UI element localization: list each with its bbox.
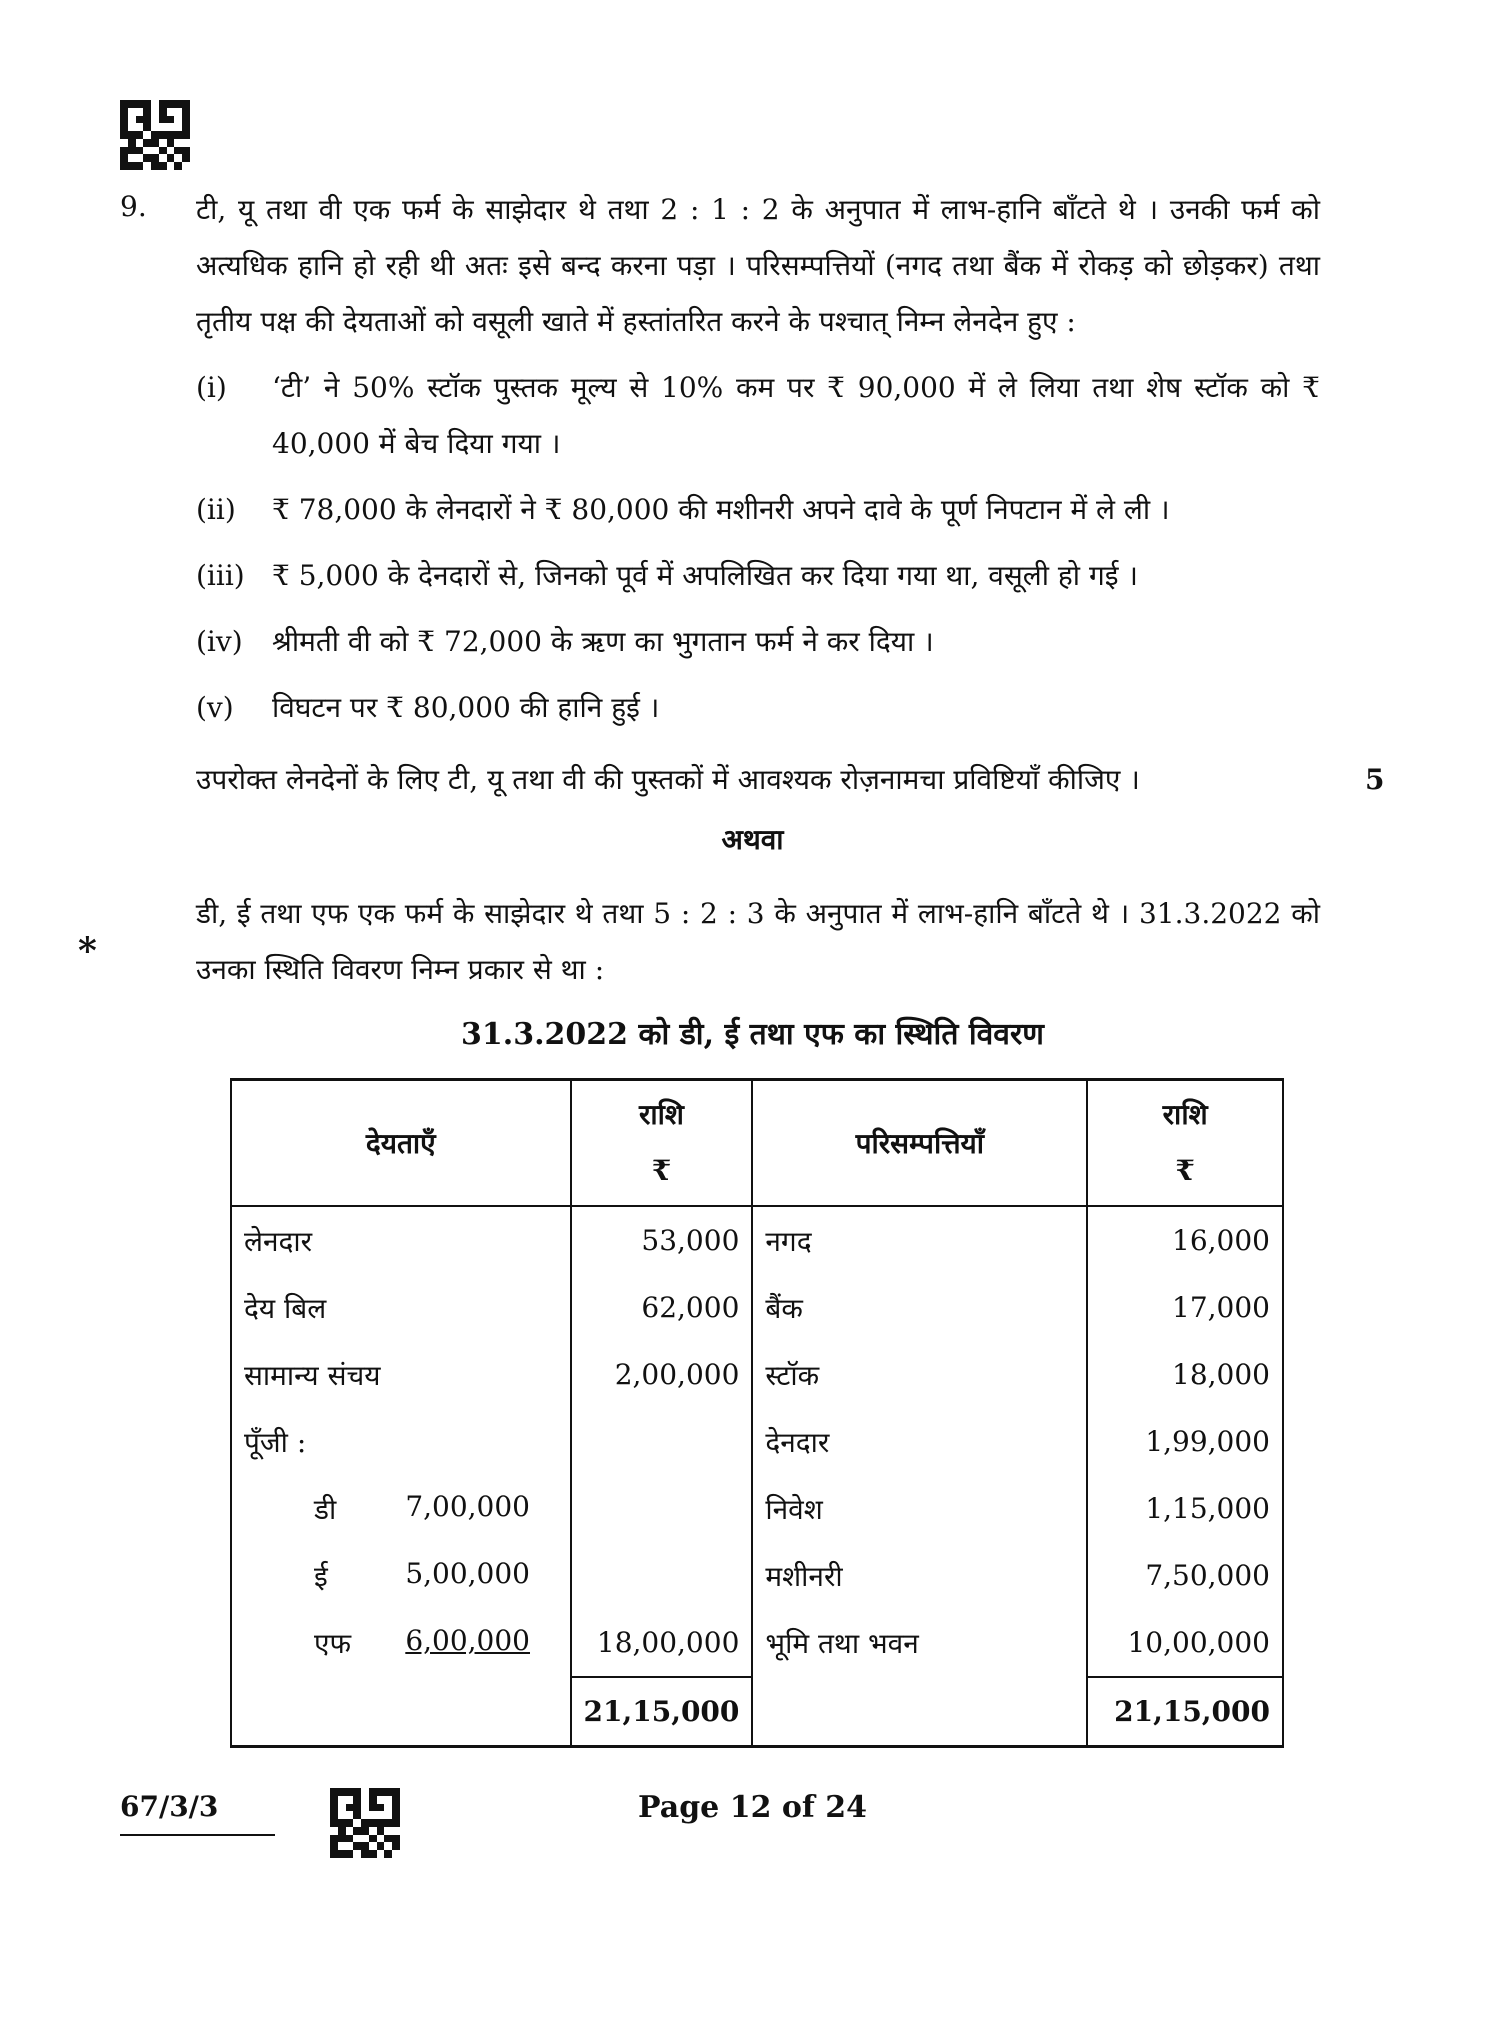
liability-amount: 2,00,000 bbox=[571, 1341, 753, 1408]
page-number: Page 12 of 24 bbox=[638, 1790, 867, 1825]
liability-amount bbox=[571, 1408, 753, 1475]
liabilities-amount-header bbox=[571, 1080, 753, 1207]
item-text: विघटन पर ₹ 80,000 की हानि हुई । bbox=[272, 691, 660, 724]
asset-name: भूमि तथा भवन bbox=[752, 1609, 1087, 1677]
item-number: (iv) bbox=[196, 625, 243, 658]
liability-name: देय बिल bbox=[231, 1274, 571, 1341]
asset-amount: 10,00,000 bbox=[1087, 1609, 1283, 1677]
table-row bbox=[231, 1274, 1283, 1341]
capital-entry bbox=[231, 1542, 571, 1609]
asset-name: नगद bbox=[752, 1206, 1087, 1274]
marks: 5 bbox=[1365, 763, 1385, 796]
asset-name: मशीनरी bbox=[752, 1542, 1087, 1609]
table-row bbox=[231, 1542, 1283, 1609]
table-header-row bbox=[231, 1080, 1283, 1207]
partner-name: डी bbox=[314, 1492, 337, 1526]
empty-cell bbox=[752, 1677, 1087, 1747]
question-instruction: उपरोक्त लेनदेनों के लिए टी, यू तथा वी की पुस्तकों में आवश्यक रोज़नामचा प्रविष्टियाँ कीजिए । bbox=[196, 763, 1140, 796]
item-text: ‘टी’ ने 50% स्टॉक पुस्तक मूल्य से 10% कम पर ₹ 90,000 में ले लिया तथा शेष स्टॉक को ₹ 40,000 में बेच दिया गया । bbox=[272, 371, 1320, 460]
amount-label: राशि bbox=[1162, 1098, 1208, 1131]
partner-capital: 6,00,000 bbox=[405, 1624, 530, 1657]
asset-amount: 18,000 bbox=[1087, 1341, 1283, 1408]
partner-capital: 5,00,000 bbox=[405, 1556, 530, 1590]
item-text: ₹ 5,000 के देनदारों से, जिनको पूर्व में अपलिखित कर दिया गया था, वसूली हो गई । bbox=[272, 559, 1138, 592]
asset-name: बैंक bbox=[752, 1274, 1087, 1341]
liability-name: सामान्य संचय bbox=[231, 1341, 571, 1408]
partner-name: ई bbox=[314, 1559, 328, 1593]
transaction-list bbox=[196, 360, 1320, 746]
table-row bbox=[231, 1475, 1283, 1542]
item-number: (iii) bbox=[196, 559, 245, 592]
table-row bbox=[231, 1408, 1283, 1475]
rupee-label: ₹ bbox=[651, 1154, 672, 1187]
capital-entry bbox=[231, 1609, 571, 1677]
liabilities-total: 21,15,000 bbox=[571, 1677, 753, 1747]
table-row bbox=[231, 1609, 1283, 1677]
item-text: श्रीमती वी को ₹ 72,000 के ऋण का भुगतान फर्म ने कर दिया । bbox=[272, 625, 934, 658]
item-text: ₹ 78,000 के लेनदारों ने ₹ 80,000 की मशीनरी अपने दावे के पूर्ण निपटान में ले ली । bbox=[272, 493, 1170, 526]
item-number: (v) bbox=[196, 691, 234, 724]
asset-name: निवेश bbox=[752, 1475, 1087, 1542]
assets-header: परिसम्पत्तियाँ bbox=[752, 1080, 1087, 1207]
list-item bbox=[196, 680, 1320, 736]
or-label: अथवा bbox=[721, 823, 784, 856]
capital-total: 18,00,000 bbox=[571, 1609, 753, 1677]
liability-amount bbox=[571, 1475, 753, 1542]
partner-capital: 7,00,000 bbox=[405, 1489, 530, 1523]
liability-amount bbox=[571, 1542, 753, 1609]
paper-code: 67/3/3 bbox=[120, 1790, 219, 1823]
assets-amount-header bbox=[1087, 1080, 1283, 1207]
qr-code-top bbox=[120, 100, 190, 170]
totals-row bbox=[231, 1677, 1283, 1747]
list-item bbox=[196, 614, 1320, 670]
asset-amount: 1,99,000 bbox=[1087, 1408, 1283, 1475]
asset-amount: 7,50,000 bbox=[1087, 1542, 1283, 1609]
amount-label: राशि bbox=[638, 1098, 684, 1131]
rupee-label: ₹ bbox=[1175, 1154, 1195, 1187]
list-item bbox=[196, 360, 1320, 472]
liability-name: पूँजी : bbox=[231, 1408, 571, 1475]
alternate-intro: डी, ई तथा एफ एक फर्म के साझेदार थे तथा 5 : 2 : 3 के अनुपात में लाभ-हानि बाँटते थे । 31.3.2022 को उनका स्थिति विवरण निम्न प्रकार से था : bbox=[196, 897, 1320, 986]
asset-name: देनदार bbox=[752, 1408, 1087, 1475]
list-item bbox=[196, 482, 1320, 538]
liability-name: लेनदार bbox=[231, 1206, 571, 1274]
question-number: 9. bbox=[120, 190, 147, 223]
asset-name: स्टॉक bbox=[752, 1341, 1087, 1408]
divider bbox=[120, 1834, 275, 1836]
liability-amount: 53,000 bbox=[571, 1206, 753, 1274]
item-number: (ii) bbox=[196, 493, 236, 526]
list-item bbox=[196, 548, 1320, 604]
liabilities-header: देयताएँ bbox=[231, 1080, 571, 1207]
capital-entry bbox=[231, 1475, 571, 1542]
liability-amount: 62,000 bbox=[571, 1274, 753, 1341]
asset-amount: 17,000 bbox=[1087, 1274, 1283, 1341]
balance-sheet-table bbox=[230, 1078, 1284, 1748]
balance-sheet-title: 31.3.2022 को डी, ई तथा एफ का स्थिति विवरण bbox=[461, 1017, 1044, 1052]
star-mark: * bbox=[78, 930, 97, 972]
asset-amount: 1,15,000 bbox=[1087, 1475, 1283, 1542]
partner-name: एफ bbox=[314, 1627, 352, 1660]
table-row bbox=[231, 1206, 1283, 1274]
item-number: (i) bbox=[196, 371, 227, 404]
asset-amount: 16,000 bbox=[1087, 1206, 1283, 1274]
assets-total: 21,15,000 bbox=[1087, 1677, 1283, 1747]
empty-cell bbox=[231, 1677, 571, 1747]
table-row bbox=[231, 1341, 1283, 1408]
question-intro: टी, यू तथा वी एक फर्म के साझेदार थे तथा 2 : 1 : 2 के अनुपात में लाभ-हानि बाँटते थे । उनकी फर्म को अत्यधिक हानि हो रही थी अतः इसे बन्द करना पड़ा । परिसम्पत्तियों (नगद तथा बैंक में रोकड़ को छोड़कर) तथा तृतीय पक्ष की देयताओं को वसूली खाते में हस्तांतरित करने के पश्चात् निम्न लेनदेन हुए : bbox=[196, 193, 1320, 338]
